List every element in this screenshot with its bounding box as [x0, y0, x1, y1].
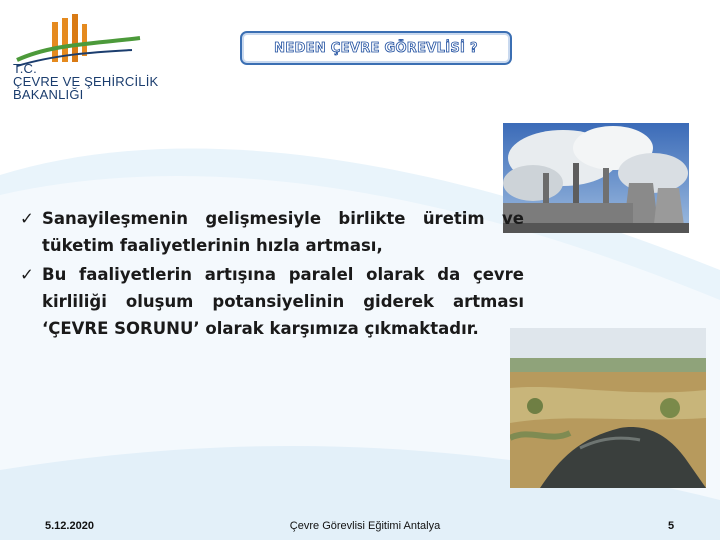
page-number: 5 — [668, 520, 675, 532]
bullet-text: Bu faaliyetlerin artışına paralel olarak da çevre kirliliği oluşum potansiyelinin giderek artması ‘ÇEVRE SORUNU’ olarak karşımıza çıkmaktadır. — [42, 265, 524, 338]
check-icon: ✓ — [20, 209, 34, 228]
logo-line-ministry: ÇEVRE VE ŞEHİRCİLİK — [13, 74, 159, 89]
slide-title-box — [240, 31, 512, 65]
footer-title: Çevre Görevlisi Eğitimi Antalya — [289, 520, 441, 532]
factory-smoke-photo — [503, 123, 689, 233]
polluted-river-photo — [510, 328, 706, 488]
bullet-list — [20, 205, 524, 342]
logo-line-tc: T.C. — [13, 61, 37, 76]
list-item — [20, 261, 524, 342]
ministry-name — [13, 62, 163, 101]
logo-line-bakanlik: BAKANLIĞI — [13, 87, 84, 102]
list-item — [20, 205, 524, 259]
bullet-text: Sanayileşmenin gelişmesiyle birlikte üretim ve tüketim faaliyetlerinin hızla artması, — [42, 209, 524, 255]
footer-date: 5.12.2020 — [45, 520, 94, 532]
slide-title: NEDEN ÇEVRE GÖREVLİSİ ? — [274, 40, 478, 56]
check-icon: ✓ — [20, 265, 34, 284]
